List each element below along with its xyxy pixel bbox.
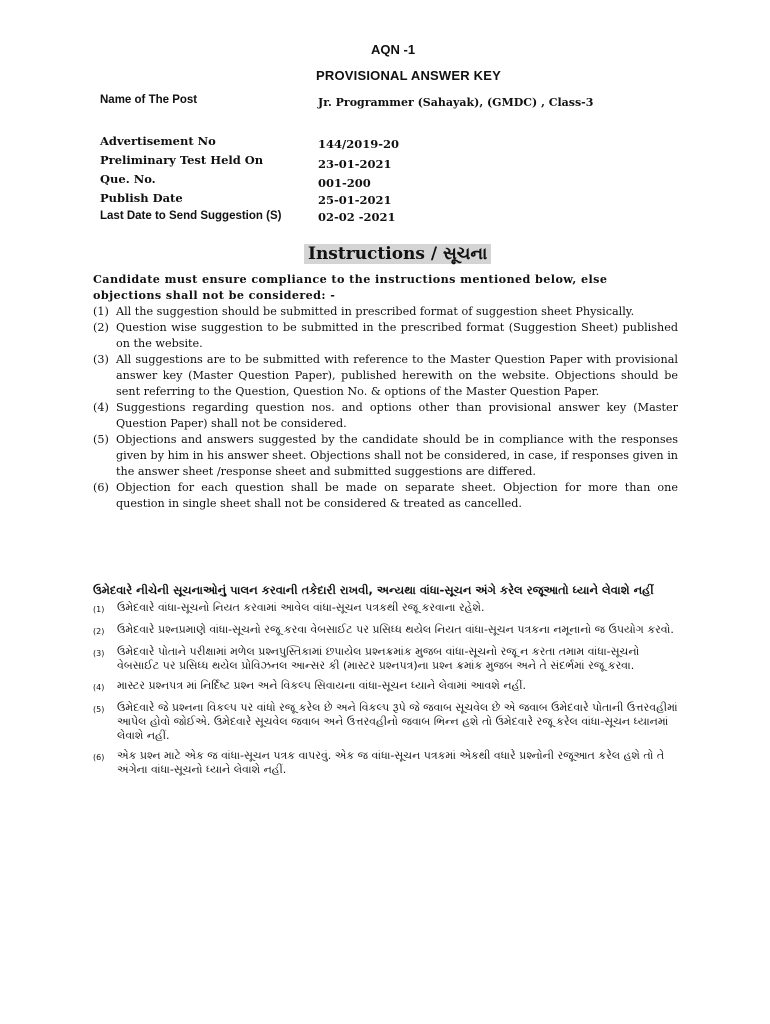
list-item [93,320,678,352]
item-text: એક પ્રશ્ન માટે એક જ વાંધા-સૂચન પત્રક વાપરવું. એક જ વાંધા-સૂચન પત્રકમાં એકથી વધારે પ્રશ્નોની રજૂઆત કરેલ હશે તો તે અંગેના વાંધા-સૂચનો ધ્યાને લેવાશે નહીં. [117,749,665,776]
detail-value-publish-date: 25-01-2021 [318,193,392,207]
detail-value-test-date: 23-01-2021 [318,157,392,171]
gujarati-intro: ઉમેદવારે નીચેની સૂચનાઓનું પાલન કરવાની તકેદારી રાખવી, અન્યથા વાંધા-સૂચન અંગે કરેલ રજૂઆતો ધ્યાને લેવાશે નહીં [93,583,654,597]
item-number: (3) [93,353,109,366]
item-text: ઉમેદવારે જે પ્રશ્નના વિકલ્પ પર વાંધો રજૂ કરેલ છે અને વિકલ્પ રૂપે જે જવાબ સૂચવેલ છે એ જવાબ ઉમેદવારે પોતાની ઉત્તરવહીમાં આપેલ હોવો જોઈએ. ઉમેદવારે સૂચવેલ જવાબ અને ઉત્તરવહીનો જવાબ ભિન્ન હશે તો ઉમેદવારે રજૂ કરેલ વાંધા-સૂચન ધ્યાનમાં લેવાશે નહીં. [117,701,678,742]
item-text: Suggestions regarding question nos. and options other than provisional answer key (Master Question Paper) shall not be considered. [116,401,678,430]
list-item [93,679,683,695]
detail-value-advertisement: 144/2019-20 [318,137,399,151]
item-number: (5) [93,705,105,714]
detail-label-advertisement: Advertisement No [100,134,216,148]
item-number: (6) [93,481,109,494]
post-label: Name of The Post [100,94,198,106]
list-item [93,701,683,743]
list-item [93,623,683,639]
item-number: (2) [93,627,105,636]
item-text: Question wise suggestion to be submitted in the prescribed format (Suggestion Sheet) published on the website. [116,321,678,350]
detail-label-question-numbers: Que. No. [100,172,156,186]
english-intro: Candidate must ensure compliance to the instructions mentioned below, else objections shall not be considered: - [93,272,608,302]
item-text: ઉમેદવારે પોતાને પરીક્ષામાં મળેલ પ્રશ્નપુસ્તિકામાં છપાયેલ પ્રશ્નક્રમાંક મુજબ વાંધા-સૂચનો રજૂ ન કરતા તમામ વાંધા-સૂચનો વેબસાઈટ પર પ્રસિધ્ધ થયેલ પ્રોવિઝનલ આન્સર કી (માસ્ટર પ્રશ્નપત્ર)ના પ્રશ્ન ક્રમાંક મુજબ અને તે સંદર્ભમાં રજૂ કરવા. [117,645,640,672]
item-text: માસ્ટર પ્રશ્નપત્ર માં નિર્દિષ્ટ પ્રશ્ન અને વિકલ્પ સિવાયના વાંધા-સૂચન ધ્યાને લેવામાં આવશે નહીં. [117,679,527,692]
item-text: Objection for each question shall be made on separate sheet. Objection for more than one question in single sheet shall not be considered & treated as cancelled. [116,481,678,510]
gujarati-instructions [93,583,683,783]
list-item [93,304,678,320]
detail-label-publish-date: Publish Date [100,191,183,205]
list-item [93,352,678,400]
document-title: PROVISIONAL ANSWER KEY [316,68,501,83]
detail-value-question-numbers: 001-200 [318,176,371,190]
item-text: ઉમેદવારે પ્રશ્નપ્રમાણે વાંધા-સૂચનો રજૂ કરવા વેબસાઈટ પર પ્રસિધ્ધ થયેલ નિયત વાંધા-સૂચન પત્રકના નમૂનાનો જ ઉપયોગ કરવો. [117,623,674,636]
detail-label-last-date: Last Date to Send Suggestion (S) [100,210,282,222]
item-number: (1) [93,605,105,614]
item-text: ઉમેદવારે વાંધા-સૂચનો નિયત કરવામાં આવેલ વાંધા-સૂચન પત્રકથી રજૂ કરવાના રહેશે. [117,601,485,614]
list-item [93,480,678,512]
instructions-heading: Instructions / સૂચના [308,244,488,264]
item-text: Objections and answers suggested by the candidate should be in compliance with the responses given by him in his answer sheet. Objections shall not be considered, in case, if responses given in the answer sheet /response sheet and submitted suggestions are differed. [116,433,678,478]
english-instructions [93,271,678,512]
document-code: AQN -1 [371,42,416,57]
detail-value-last-date: 02-02 -2021 [318,210,396,224]
item-number: (2) [93,321,109,334]
detail-label-test-date: Preliminary Test Held On [100,153,264,167]
list-item [93,601,683,617]
post-value: Jr. Programmer (Sahayak), (GMDC) , Class-3 [318,96,594,109]
item-number: (6) [93,753,105,762]
item-number: (4) [93,401,109,414]
item-text: All suggestions are to be submitted with reference to the Master Question Paper with provisional answer key (Master Question Paper), published herewith on the website. Objections should be sent referring to the Question, Question No. & options of the Master Question Paper. [116,353,678,398]
list-item [93,645,683,673]
item-number: (5) [93,433,109,446]
item-number: (4) [93,683,105,692]
item-number: (3) [93,649,105,658]
list-item [93,432,678,480]
item-text: All the suggestion should be submitted in prescribed format of suggestion sheet Physically. [116,305,635,318]
item-number: (1) [93,305,109,318]
list-item [93,749,683,777]
instructions-heading-box [304,244,491,264]
list-item [93,400,678,432]
